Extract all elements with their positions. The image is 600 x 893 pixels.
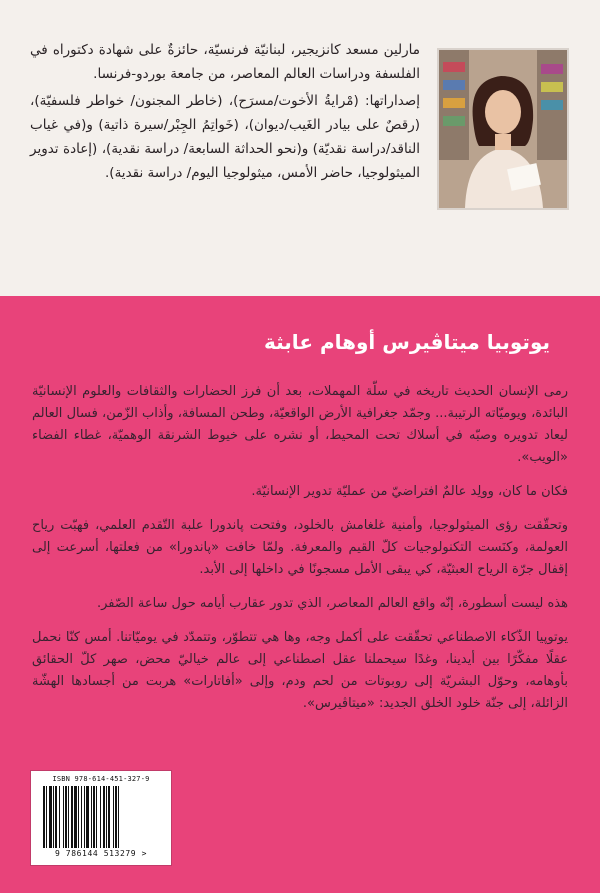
barcode-bar — [71, 786, 73, 848]
barcode-bar — [74, 786, 77, 848]
barcode-bar — [81, 786, 82, 848]
blurb-paragraph-1: رمى الإنسان الحديث تاريخه في سلّة المهملات، بعد أن فرز الحضارات والثقافات والعلوم الإنسانيّة البائدة، ويوميّاته الرتيبة... وجمّد جغرافية الأرض الواقعيّة، وطحن المسافة، وأذاب الزّمن، فسال العالم ليعاد تدويره وصبّه في أسلاك تحت المحيط، أو نشره على خيوط الشرنقة الوهميّة، غطاء الفضاء «الويب». — [32, 384, 568, 465]
barcode-bar — [53, 786, 54, 848]
author-panel — [0, 0, 600, 296]
barcode-bar — [78, 786, 79, 848]
ean-digits: 9 786144 513279 > — [54, 849, 148, 858]
author-portrait-illustration — [439, 50, 567, 208]
barcode-bar — [113, 786, 114, 848]
barcode-bar — [43, 786, 45, 848]
barcode-bar — [59, 786, 60, 848]
author-publications: إصداراتها: (مْرايةُ الأخوت/مسرَح)، (خاطر المجنون/ خواطر فلسفيّة)، (رقصٌ على بيادر الغَيب/ديوان)، (خَواتِمُ الجِبْر/سيرة ذاتية) و(في غياب الناقد/دراسة نقديّة) و(نحو الحداثة السابعة/ دراسة نقدية)، (إعادة تدوير الميثولوجيا، حاضر الأمس، ميثولوجيا اليوم/ دراسة نقدية). — [30, 93, 420, 181]
barcode-icon — [41, 786, 161, 848]
barcode-bar — [49, 786, 52, 848]
barcode-bar — [118, 786, 119, 848]
barcode-bar — [108, 786, 110, 848]
author-bio: مارلين مسعد كانزيجير، لبنانيّة فرنسيّة، حائزةٌ على شهادة دكتوراه في الفلسفة ودراسات العالم المعاصر، من جامعة بوردو-فرنسا. — [30, 42, 420, 82]
blurb-paragraph-5: يوتوپيا الذّكاء الاصطناعي تحقّقت على أكمل وجه، وها هي تتطوّر، وتتمدّد في يوميّاتنا. أمس كنّا نحمل عقلًا مفكّرًا بين أيدينا، وغدًا سيحملنا عقل اصطناعي إلى عالم خياليّ محض، صهر كلّ الحقائق بأوهامه، وحوّل البشريّة إلى روبوتات من لحم ودم، وإلى «أفاتارات» هربت من أجسادها الهشّة الزائلة، إلى جنّة خلود الخلق الجديد: «ميتاڤيرس». — [32, 630, 568, 711]
blurb-paragraph-4: هذه ليست أسطورة، إنّه واقع العالم المعاصر، الذي تدور عقارب أيامه حول ساعة الصّفر. — [96, 596, 568, 611]
barcode-bar — [93, 786, 95, 848]
barcode-bar — [65, 786, 67, 848]
author-bio-block — [30, 38, 420, 188]
barcode-bar — [46, 786, 47, 848]
barcode-bar — [106, 786, 107, 848]
barcode-bar — [68, 786, 69, 848]
author-photo — [437, 48, 569, 210]
barcode-bar — [96, 786, 97, 848]
barcode-bar — [86, 786, 89, 848]
isbn-barcode — [30, 770, 172, 866]
barcode-bar — [91, 786, 92, 848]
barcode-bar — [84, 786, 85, 848]
book-blurb — [32, 381, 568, 727]
barcode-bar — [55, 786, 57, 848]
book-title: يوتوبيا ميتاڤيرس أوهام عابثة — [264, 330, 550, 354]
barcode-bar — [103, 786, 105, 848]
isbn-label: ISBN 978-614-451-327-9 — [52, 775, 150, 783]
barcode-bar — [115, 786, 117, 848]
blurb-paragraph-3: وتحقّقت رؤى الميثولوجيا، وأمنية غلغامش بالخلود، وفتحت پاندورا علبة التّقدم العلمي، فهبّت رياح العولمة، وكنَست التكنولوجيات كلّ القيم والمعرفة. ولمّا خافت «پاندورا» من فعلتها، أسرعت إلى إقفال جرّة الرياح العبثيّة، كي يبقى الأمل مسجونًا في داخلها إلى الأبد. — [32, 518, 568, 577]
barcode-bar — [63, 786, 64, 848]
barcode-bar — [100, 786, 101, 848]
blurb-paragraph-2: فكان ما كان، وولِد عالمٌ افتراضيّ من عمليّة تدوير الإنسانيّة. — [251, 484, 568, 499]
